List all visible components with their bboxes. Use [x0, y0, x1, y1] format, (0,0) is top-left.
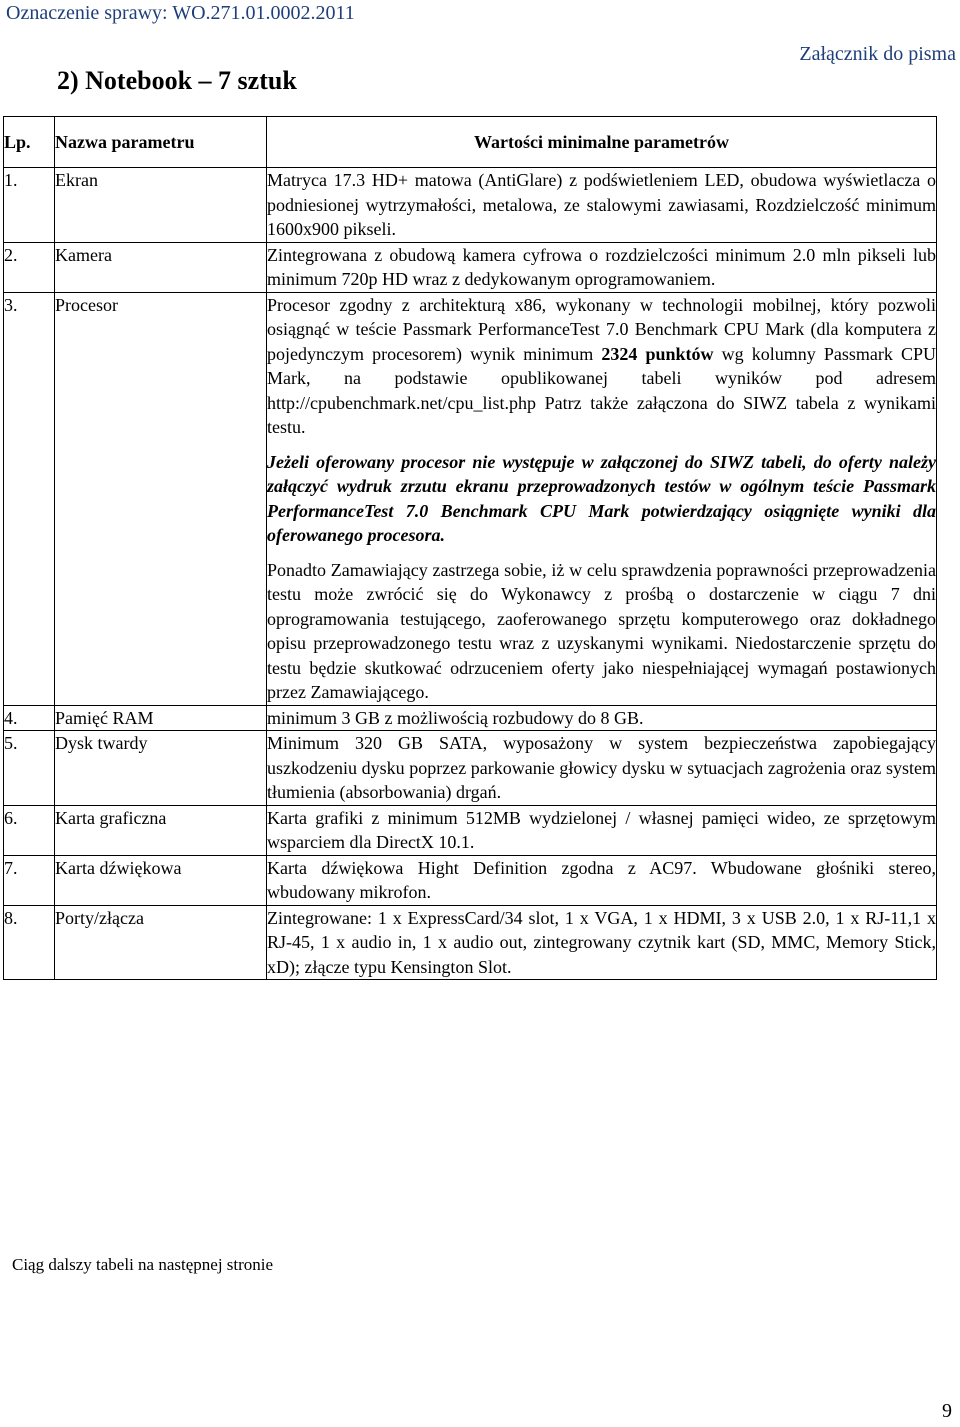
row-value-text: Minimum 320 GB SATA, wyposażony w system bezpieczeństwa zapobiegający uszkodzeniu dysku poprzez parkowanie głowicy dysku w sytuacjach zagrożenia oraz system tłumienia (absorbowania) drgań.: [267, 733, 936, 802]
row-lp: 3.: [4, 292, 55, 705]
row-name: Kamera: [55, 242, 267, 292]
row-value-text: Matryca 17.3 HD+ matowa (AntiGlare) z podświetleniem LED, obudowa wyświetlacza o podniesionej wytrzymałości, metalowa, ze stalowymi zawiasami, Rozdzielczość minimum 1600x900 pikseli.: [267, 170, 936, 239]
page-number: 9: [942, 1400, 952, 1422]
row-name: Karta graficzna: [55, 805, 267, 855]
processor-note: Jeżeli oferowany procesor nie występuje w załączonej do SIWZ tabeli, do oferty należy załączyć wydruk zrzutu ekranu przeprowadzonych testów w ogólnym teście Passmark PerformanceTest 7.0 Benchmark CPU Mark potwierdzający osiągnięte wyniki dla oferowanego procesora.: [267, 451, 936, 545]
table-row: [4, 905, 937, 980]
row-value: [267, 292, 937, 705]
attachment-label: Załącznik do pisma: [799, 43, 956, 65]
table-row: [4, 168, 937, 243]
row-lp: 6.: [4, 805, 55, 855]
row-lp: 5.: [4, 731, 55, 806]
table-header-row: [4, 117, 937, 168]
case-id: Oznaczenie sprawy: WO.271.01.0002.2011: [6, 2, 355, 24]
row-name: Karta dźwiękowa: [55, 855, 267, 905]
table-row: [4, 731, 937, 806]
row-value: [267, 168, 937, 243]
row-value: [267, 805, 937, 855]
table-row: [4, 292, 937, 705]
row-name: Ekran: [55, 168, 267, 243]
section-title: 2) Notebook – 7 sztuk: [57, 66, 297, 95]
row-value-text: minimum 3 GB z możliwością rozbudowy do 8 GB.: [267, 707, 644, 728]
header-value: Wartości minimalne parametrów: [267, 117, 937, 168]
row-value-text: Zintegrowane: 1 x ExpressCard/34 slot, 1 x VGA, 1 x HDMI, 3 x USB 2.0, 1 x RJ-11,1 x RJ-45, 1 x audio in, 1 x audio out, zintegrowany czytnik kart (SD, MMC, Memory Stick, xD); złącze typu Kensington Slot.: [267, 907, 936, 977]
header-name: Nazwa parametru: [55, 117, 267, 168]
row-lp: 2.: [4, 242, 55, 292]
row-name: Pamięć RAM: [55, 705, 267, 731]
row-name: Dysk twardy: [55, 731, 267, 806]
row-value-text: Karta grafiki z minimum 512MB wydzielonej / własnej pamięci wideo, ze sprzętowym wsparciem dla DirectX 10.1.: [267, 807, 936, 852]
processor-score: 2324 punktów: [601, 343, 714, 364]
table-row: [4, 805, 937, 855]
row-name: Porty/złącza: [55, 905, 267, 980]
row-value: [267, 705, 937, 731]
row-value: [267, 731, 937, 806]
row-lp: 8.: [4, 905, 55, 980]
row-value: [267, 905, 937, 980]
row-value-text: Zintegrowana z obudową kamera cyfrowa o rozdzielczości minimum 2.0 mln pikseli lub minimum 720p HD wraz z dedykowanym oprogramowaniem.: [267, 244, 936, 289]
table-row: [4, 855, 937, 905]
row-lp: 1.: [4, 168, 55, 243]
spec-table: [3, 116, 937, 980]
processor-verification-text: Ponadto Zamawiający zastrzega sobie, iż w celu sprawdzenia poprawności przeprowadzenia testu może zwrócić się do Wykonawcy z prośbą o dostarczenie w ciągu 7 dni oprogramowania testującego, zaoferowanego sprzętu komputerowego oraz dokładnego opisu przeprowadzonego testu wraz z uzyskanymi wynikami. Niedostarczenie sprzętu do testu będzie skutkować odrzuceniem oferty jako niespełniającej wymagań postawionych przez Zamawiającego.: [267, 559, 936, 702]
row-lp: 7.: [4, 855, 55, 905]
header-lp: Lp.: [4, 117, 55, 168]
row-value: [267, 855, 937, 905]
processor-text-part: Procesor zgodny z architekturą x86, wykonany w technologii mobilnej, który pozwoli osiągnąć w teście Passmark PerformanceTest 7.0 Benchmark CPU Mark (dla komputera z pojedynczym procesorem) wynik minimum: [267, 294, 936, 364]
continuation-note: Ciąg dalszy tabeli na następnej stronie: [12, 1255, 274, 1274]
row-lp: 4.: [4, 705, 55, 731]
table-row: [4, 705, 937, 731]
processor-text-part: wg kolumny Passmark CPU Mark, na podstawie opublikowanej tabeli wyników pod adresem http://cpubenchmark.net/cpu_list.php Patrz także załączona do SIWZ tabela z wynikami testu.: [267, 343, 937, 437]
processor-requirement-text: [267, 293, 936, 440]
table-row: [4, 242, 937, 292]
row-value: [267, 242, 937, 292]
row-value-text: Karta dźwiękowa Hight Definition zgodna z AC97. Wbudowane głośniki stereo, wbudowany mikrofon.: [267, 857, 936, 902]
row-name: Procesor: [55, 292, 267, 705]
